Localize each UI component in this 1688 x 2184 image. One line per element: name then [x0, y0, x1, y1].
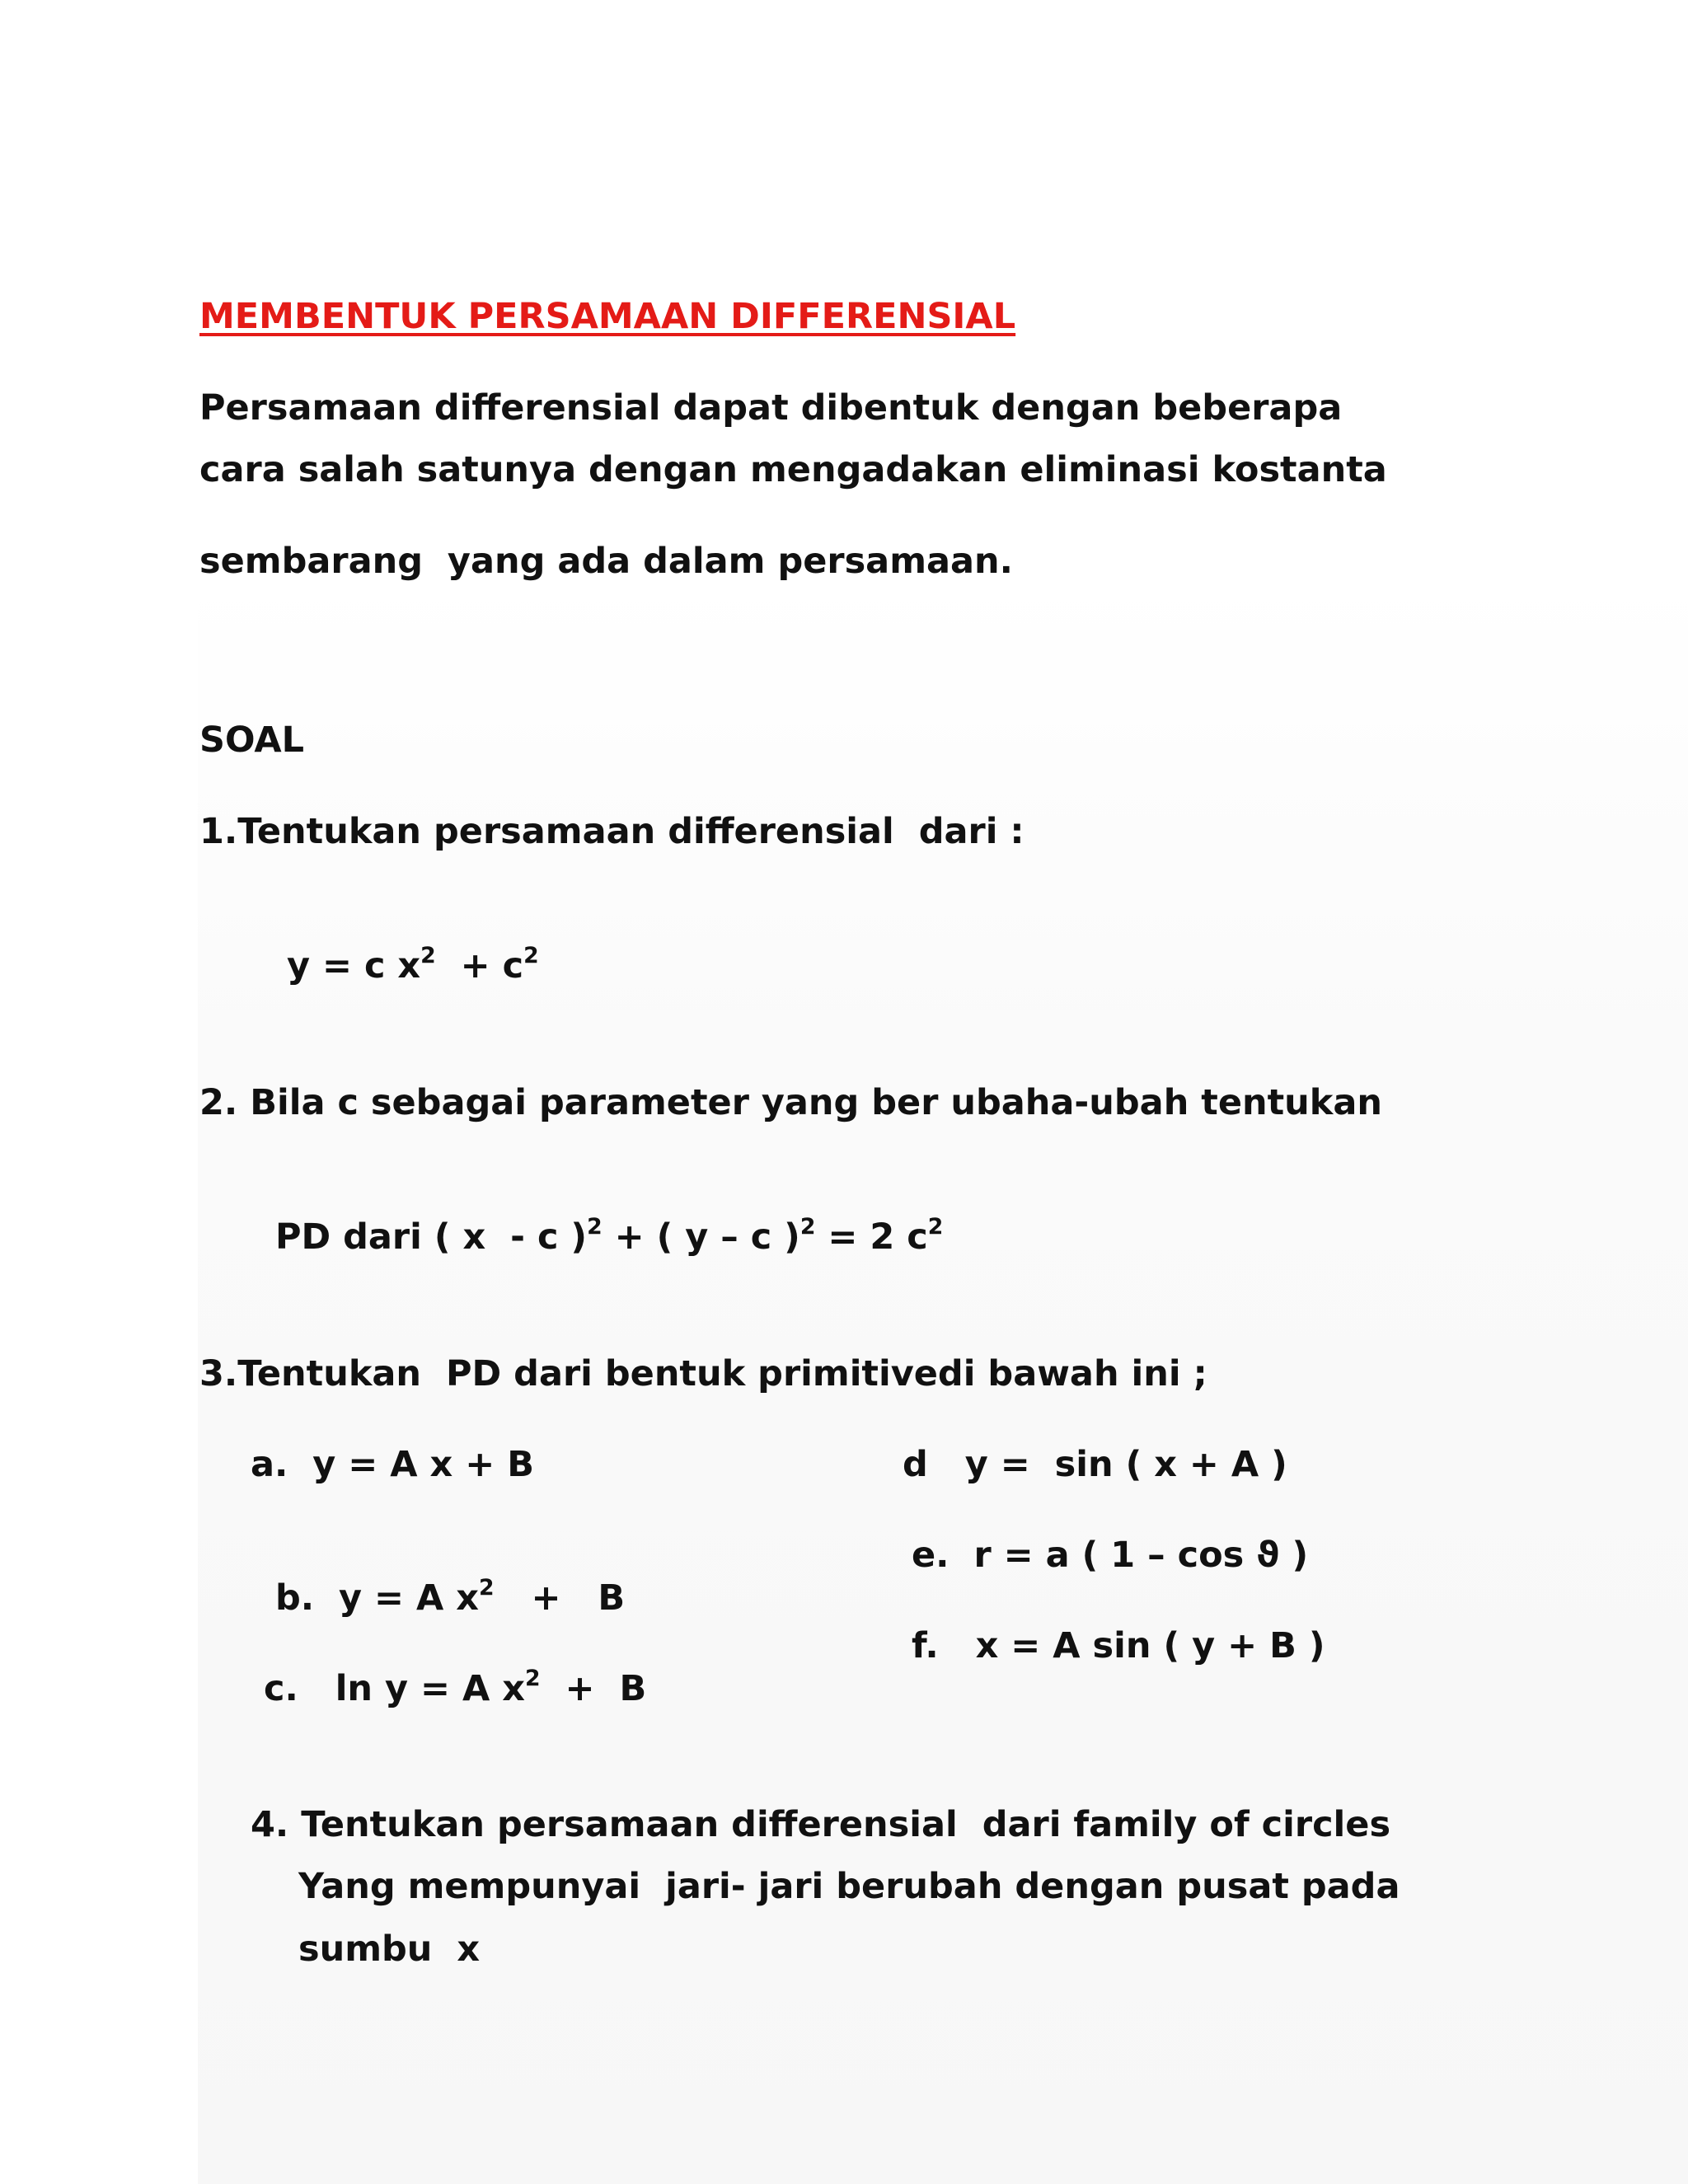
- question-3-item-d: d y = sin ( x + A ): [903, 1444, 1287, 1485]
- section-heading-soal: SOAL: [199, 719, 305, 761]
- question-1-text: 1.Tentukan persamaan differensial dari :: [199, 811, 1025, 852]
- intro-line-1: Persamaan differensial dapat dibentuk dengan beberapa: [199, 387, 1343, 429]
- intro-line-3: sembarang yang ada dalam persamaan.: [199, 541, 1013, 582]
- question-3-text: 3.Tentukan PD dari bentuk primitivedi bawah ini ;: [199, 1353, 1207, 1394]
- question-4-line-2: Yang mempunyai jari- jari berubah dengan pusat pada: [298, 1866, 1400, 1907]
- question-2-equation: PD dari ( x - c )$^2$ + ( y – c )$^2$ = 2 $c^2$: [274, 1214, 944, 1258]
- question-4-line-3: sumbu x: [298, 1929, 481, 1970]
- document-title: MEMBENTUK PERSAMAAN DIFFERENSIAL: [199, 296, 1016, 337]
- intro-line-2: cara salah satunya dengan mengadakan eliminasi kostanta: [199, 449, 1387, 490]
- question-3-item-f: f. x = A sin ( y + B ): [912, 1625, 1325, 1666]
- question-1-equation: y = c $x^2 + c^2$: [286, 943, 539, 987]
- question-4-line-1: 4. Tentukan persamaan differensial dari family of circles: [251, 1804, 1391, 1845]
- question-3-item-c: c. ln y = A $x^2 + B$: [263, 1666, 647, 1709]
- question-3-item-e: e. r = a ( 1 – cos ϑ ): [912, 1535, 1309, 1576]
- question-3-item-b: b. y = A $x^2 + B$: [274, 1575, 626, 1619]
- question-3-item-a: a. y = A x + B: [251, 1444, 535, 1485]
- question-2-text: 2. Bila c sebagai parameter yang ber ubaha-ubah tentukan: [199, 1082, 1382, 1123]
